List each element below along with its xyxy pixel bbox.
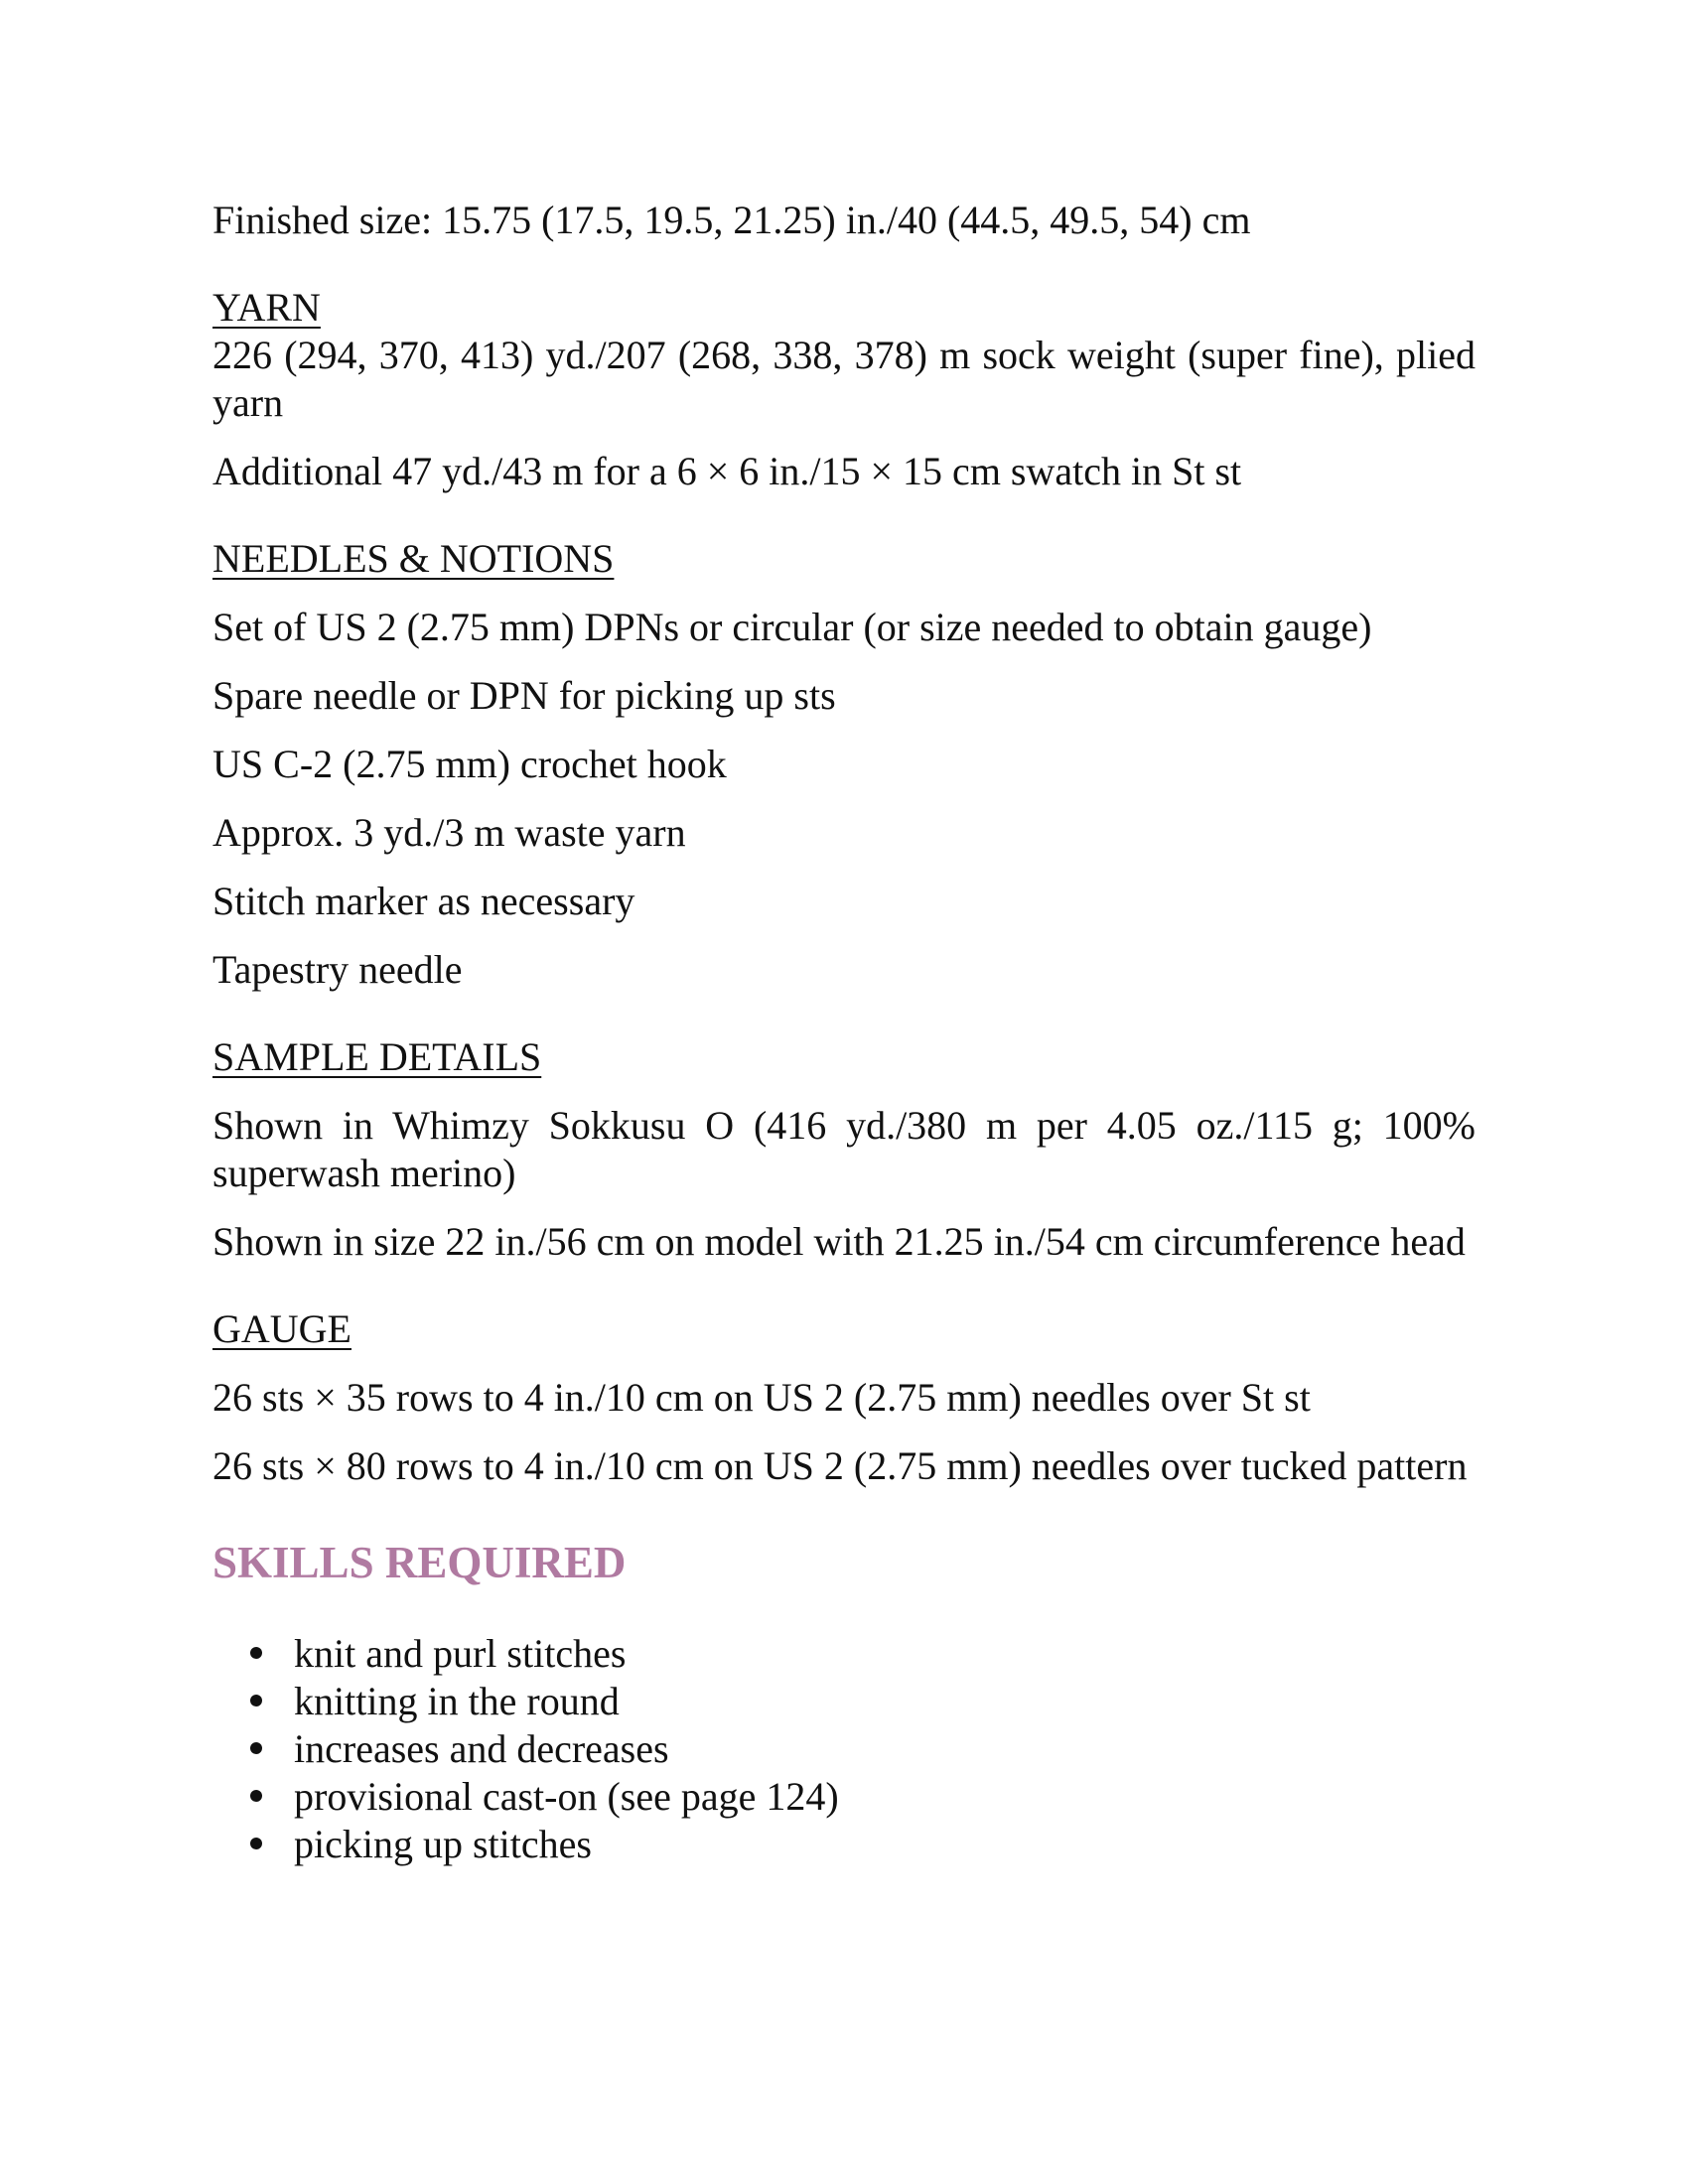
yarn-heading: YARN	[212, 285, 321, 330]
skill-text: knitting in the round	[294, 1679, 620, 1723]
bullet-icon	[250, 1742, 262, 1754]
skill-text: increases and decreases	[294, 1726, 669, 1771]
list-item	[294, 1630, 1476, 1678]
sample-line: Shown in Whimzy Sokkusu O (416 yd./380 m per 4.05 oz./115 g; 100% superwash merino)	[212, 1103, 1476, 1195]
needles-heading: NEEDLES & NOTIONS	[212, 536, 615, 581]
bullet-icon	[250, 1647, 262, 1659]
gauge-line: 26 sts × 80 rows to 4 in./10 cm on US 2 (2.75 mm) needles over tucked pattern	[212, 1443, 1468, 1488]
needles-item: US C-2 (2.75 mm) crochet hook	[212, 742, 727, 786]
needles-item: Approx. 3 yd./3 m waste yarn	[212, 810, 686, 855]
sample-line: Shown in size 22 in./56 cm on model with 21.25 in./54 cm circumference head	[212, 1219, 1466, 1264]
bullet-icon	[250, 1695, 262, 1706]
needles-item: Spare needle or DPN for picking up sts	[212, 673, 836, 718]
needles-item: Set of US 2 (2.75 mm) DPNs or circular (or size needed to obtain gauge)	[212, 605, 1372, 649]
skills-heading: SKILLS REQUIRED	[212, 1538, 627, 1587]
sample-heading: SAMPLE DETAILS	[212, 1034, 542, 1079]
needles-item: Stitch marker as necessary	[212, 879, 635, 923]
gauge-line: 26 sts × 35 rows to 4 in./10 cm on US 2 (2.75 mm) needles over St st	[212, 1375, 1311, 1420]
pattern-page	[212, 197, 1476, 1868]
skill-text: provisional cast-on (see page 124)	[294, 1774, 839, 1819]
skill-text: knit and purl stitches	[294, 1631, 627, 1676]
finished-size: Finished size: 15.75 (17.5, 19.5, 21.25) in./40 (44.5, 49.5, 54) cm	[212, 198, 1251, 242]
yarn-line: 226 (294, 370, 413) yd./207 (268, 338, 378) m sock weight (super fine), plied yarn	[212, 333, 1476, 425]
bullet-icon	[250, 1790, 262, 1802]
list-item	[294, 1773, 1476, 1821]
yarn-line: Additional 47 yd./43 m for a 6 × 6 in./15 × 15 cm swatch in St st	[212, 449, 1242, 493]
list-item	[294, 1725, 1476, 1773]
list-item	[294, 1821, 1476, 1868]
list-item	[294, 1678, 1476, 1725]
gauge-heading: GAUGE	[212, 1306, 352, 1351]
skills-list	[212, 1630, 1476, 1868]
needles-item: Tapestry needle	[212, 947, 463, 992]
bullet-icon	[250, 1838, 262, 1849]
skill-text: picking up stitches	[294, 1822, 592, 1866]
